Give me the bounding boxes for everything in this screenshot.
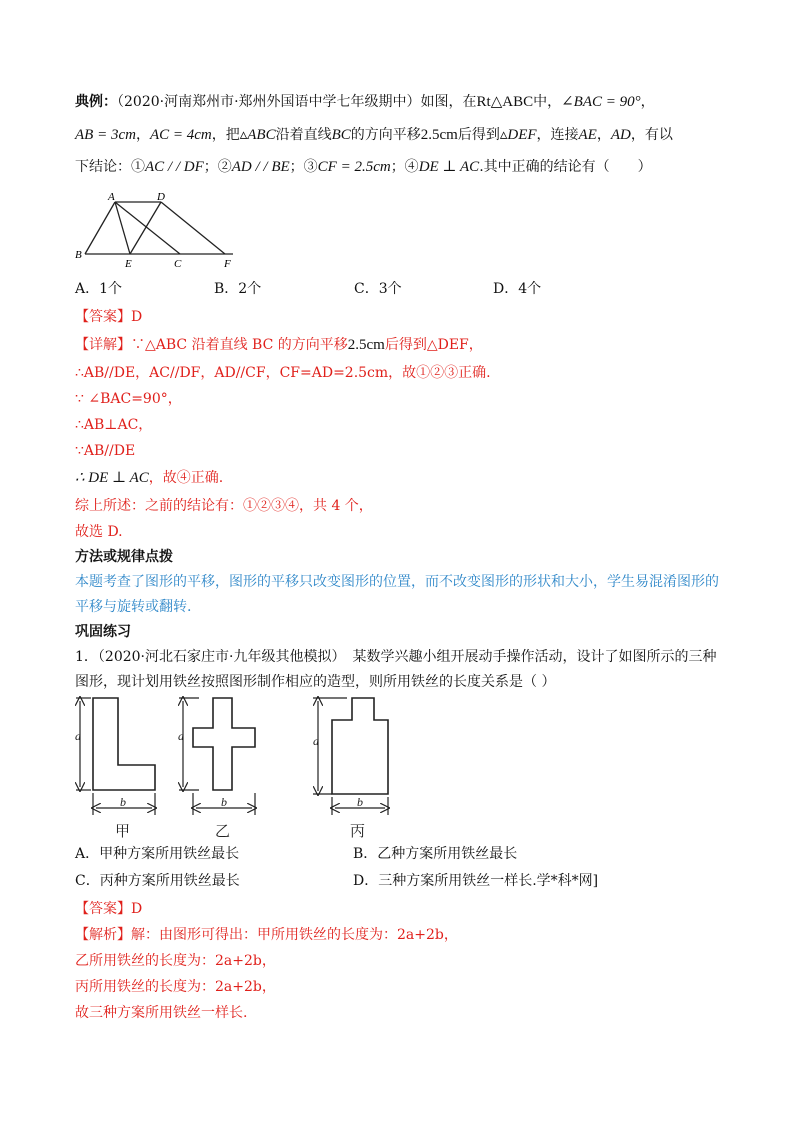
text-5: ，连接 xyxy=(536,127,579,143)
practice-question-line-1 xyxy=(75,647,716,667)
s3: ；④ xyxy=(390,159,419,175)
conclusion-4: DE ⊥ AC xyxy=(418,159,480,175)
s2: ；③ xyxy=(289,159,318,175)
triangle-abc: ▵ABC xyxy=(239,127,276,143)
practice-answer-value: D xyxy=(131,901,143,917)
example-line-2 xyxy=(75,125,673,145)
method-text-2: 平移与旋转或翻转. xyxy=(75,599,192,615)
sep: ， xyxy=(135,127,150,143)
seg-ae: AE xyxy=(578,127,597,143)
wire-figures xyxy=(75,695,435,840)
practice-answer-tag: 【答案】 xyxy=(75,901,131,917)
question-text-1: （2020·河北石家庄市·九年级其他模拟） 某数学兴趣小组开展动手操作活动，设计了如图所示的三种 xyxy=(97,649,717,665)
conclusion-2: AD / / BE xyxy=(231,159,290,175)
example-option-b: B．2个 xyxy=(214,281,262,297)
example-line-1 xyxy=(75,92,655,112)
seg-ad: AD xyxy=(610,127,631,143)
label-B: B xyxy=(75,249,82,261)
fig1-name: 甲 xyxy=(115,824,131,840)
detail-line-2: ∴AB//DE，AC//DF，AD//CF，CF=AD=2.5cm，故①②③正确. xyxy=(75,365,491,381)
detail-distance: 2.5cm xyxy=(347,337,385,353)
answer-value: D xyxy=(131,309,143,325)
detail-line-1 xyxy=(75,335,483,355)
ab-length: AB = 3cm xyxy=(75,127,136,143)
fig3-label-a: a xyxy=(313,734,319,748)
detail-6-math: ∴ DE ⊥ AC xyxy=(75,470,149,486)
text-2: 沿着直线 xyxy=(275,127,332,143)
detail-tag: 【详解】 xyxy=(75,337,131,353)
fig2-label-b: b xyxy=(221,795,227,809)
ac-length: AC = 4cm xyxy=(149,127,212,143)
example-label: 典例： xyxy=(75,94,117,110)
example-source: （2020·河南郑州市·郑州外国语中学七年级期中）如图，在 xyxy=(117,94,477,110)
text-3: 的方向平移 xyxy=(350,127,421,143)
detail-line-5: ∵AB//DE xyxy=(75,443,136,459)
practice-question-line-2: 图形，现计划用铁丝按照图形制作相应的造型，则所用铁丝的长度关系是（ ） xyxy=(75,674,556,690)
conclusion-1: AC / / DF xyxy=(145,159,204,175)
fig2-label-a: a xyxy=(178,729,184,743)
practice-answer xyxy=(75,899,142,919)
translation-figure xyxy=(75,192,245,267)
angle-bac: ∠BAC = 90° xyxy=(561,94,641,110)
text-post: .其中正确的结论有（ ） xyxy=(479,159,652,175)
detail-1a: ∵△ABC 沿着直线 BC 的方向平移 xyxy=(131,337,348,353)
practice-option-b: B．乙种方案所用铁丝最长 xyxy=(353,846,518,862)
triangle-def: ▵DEF xyxy=(499,127,537,143)
text-6: ， xyxy=(596,127,611,143)
practice-option-d: D．三种方案所用铁丝一样长.学*科*网] xyxy=(353,873,599,889)
example-option-a: A．1个 xyxy=(75,281,123,297)
analysis-line-4: 故三种方案所用铁丝一样长. xyxy=(75,1005,248,1021)
detail-line-3: ∵ ∠BAC=90°， xyxy=(75,391,182,407)
example-answer xyxy=(75,307,142,327)
text-pre: 下结论：① xyxy=(75,159,145,175)
line-bc: BC xyxy=(331,127,351,143)
rt-triangle: Rt△ABC xyxy=(476,94,534,110)
text-1: ，把 xyxy=(211,127,240,143)
analysis-tag: 【解析】 xyxy=(75,927,131,943)
detail-6-post: ，故④正确. xyxy=(148,470,224,486)
fig1-label-a: a xyxy=(75,729,81,743)
distance: 2.5cm xyxy=(420,127,458,143)
fig2-name: 乙 xyxy=(215,824,231,840)
method-text-1: 本题考查了图形的平移，图形的平移只改变图形的位置，而不改变图形的形状和大小，学生易混淆图形的 xyxy=(75,574,719,590)
example-line-3 xyxy=(75,157,652,177)
s1: ；② xyxy=(203,159,232,175)
label-C: C xyxy=(174,258,182,267)
summary-line: 综上所述：之前的结论有：①②③④，共 4 个， xyxy=(75,498,373,514)
answer-tag: 【答案】 xyxy=(75,309,131,325)
label-E: E xyxy=(125,258,132,267)
label-D: D xyxy=(157,192,165,203)
analysis-1: 解：由图形可得出：甲所用铁丝的长度为：2a+2b， xyxy=(131,927,458,943)
example-option-c: C．3个 xyxy=(354,281,402,297)
fig1-label-b: b xyxy=(120,795,126,809)
choose-line: 故选 D. xyxy=(75,524,123,540)
detail-line-4: ∴AB⊥AC， xyxy=(75,417,153,433)
analysis-line-2: 乙所用铁丝的长度为：2a+2b， xyxy=(75,953,276,969)
text-4: 后得到 xyxy=(457,127,500,143)
practice-title: 巩固练习 xyxy=(75,624,131,640)
question-number: 1． xyxy=(75,649,98,665)
method-title: 方法或规律点拨 xyxy=(75,549,173,565)
detail-line-6 xyxy=(75,468,223,488)
analysis-line-3: 丙所用铁丝的长度为：2a+2b， xyxy=(75,979,276,995)
label-F: F xyxy=(224,258,231,267)
example-option-d: D．4个 xyxy=(493,281,542,297)
conclusion-3: CF = 2.5cm xyxy=(317,159,391,175)
analysis-line-1 xyxy=(75,925,458,945)
practice-option-c: C．丙种方案所用铁丝最长 xyxy=(75,873,240,889)
practice-option-a: A．甲种方案所用铁丝最长 xyxy=(75,846,240,862)
label-A: A xyxy=(108,192,115,203)
fig3-label-b: b xyxy=(357,795,363,809)
detail-1b: 后得到△DEF， xyxy=(384,337,483,353)
text-7: ，有以 xyxy=(630,127,673,143)
text-comma: ， xyxy=(640,94,655,110)
text-in: 中， xyxy=(533,94,562,110)
fig3-name: 丙 xyxy=(350,824,366,840)
